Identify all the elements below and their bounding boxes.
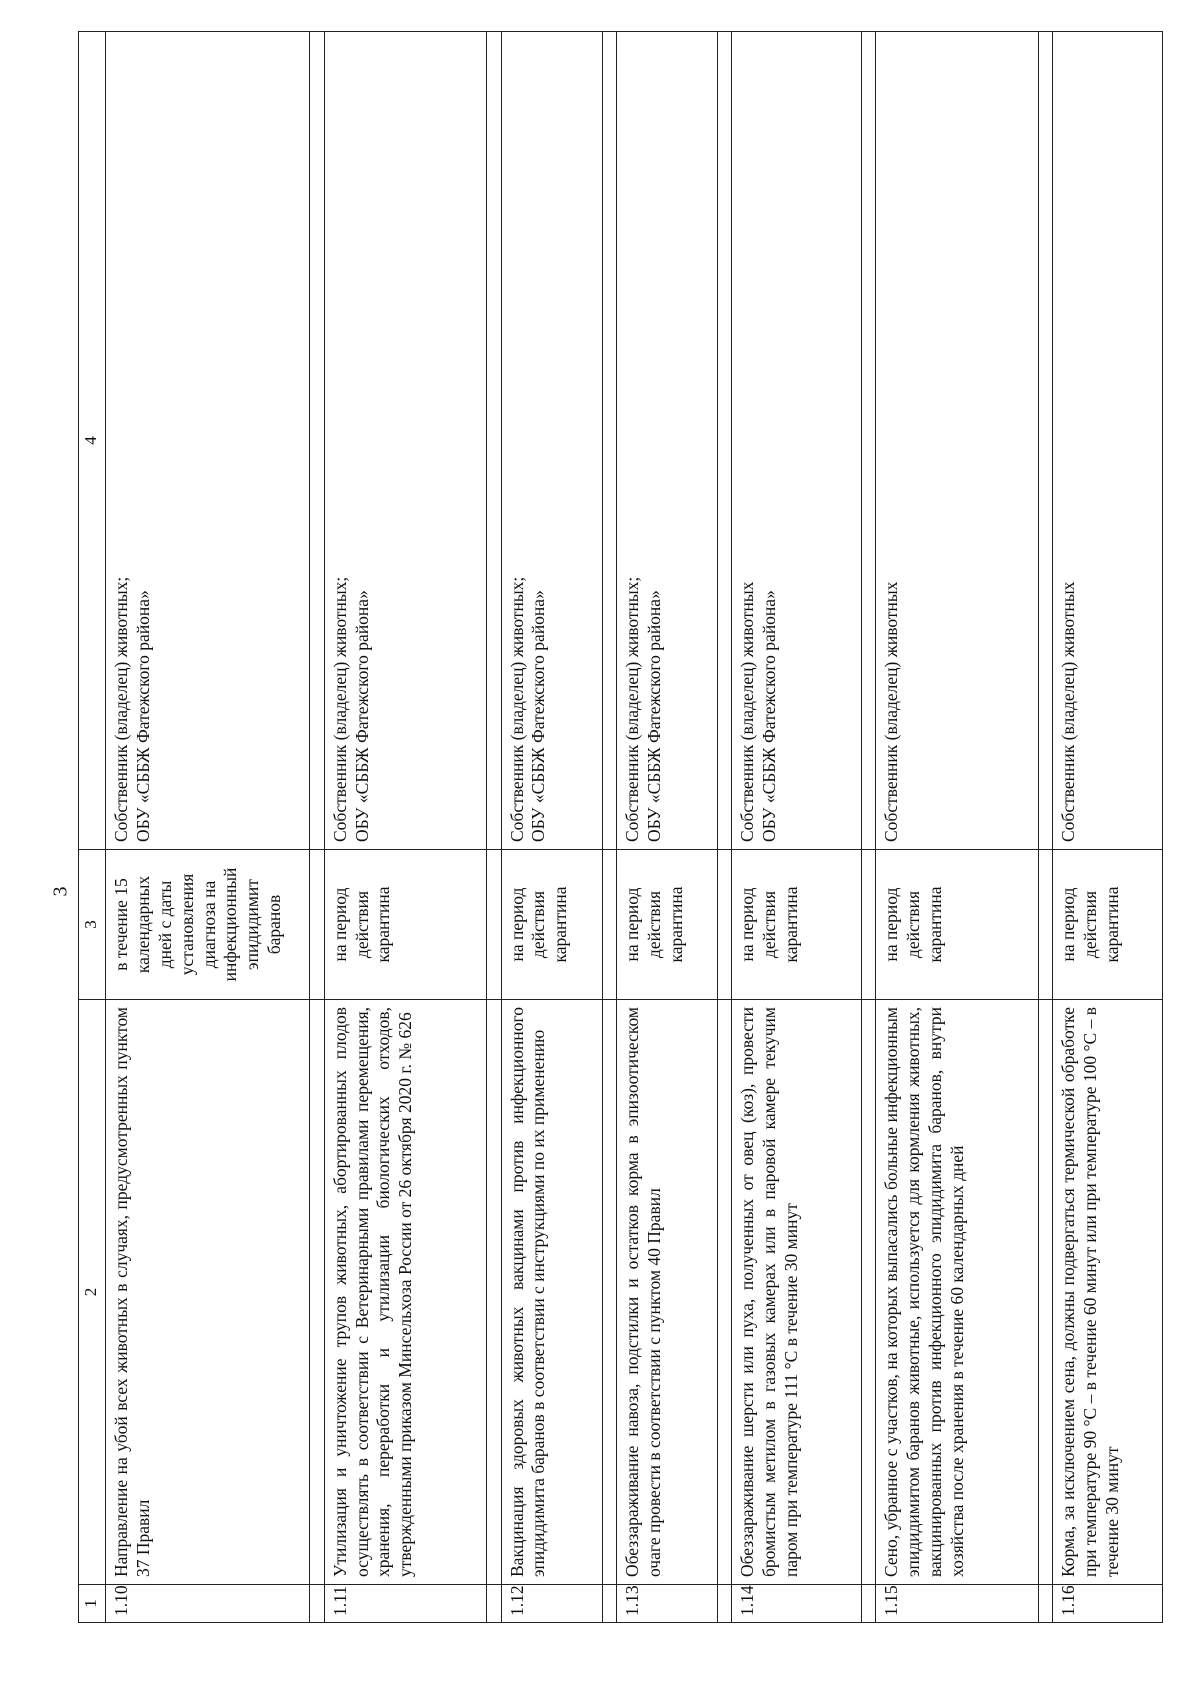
header-col-1: 1 (79, 1585, 106, 1623)
responsible-cell (616, 32, 717, 850)
term-cell: на период действия карантина (501, 850, 602, 1000)
spacer-cell (717, 850, 731, 1000)
term-cell: на период действия карантина (616, 850, 717, 1000)
table-row (501, 32, 602, 1623)
row-number-cell: 1.16 (1053, 1585, 1163, 1623)
row-spacer (487, 32, 501, 1623)
spacer-cell (717, 1000, 731, 1585)
spacer-cell (487, 1000, 501, 1585)
row-number-cell: 1.13 (616, 1585, 717, 1623)
responsible-line: Собственник (владелец) животных (1058, 581, 1079, 842)
row-spacer (717, 32, 731, 1623)
table-row (876, 32, 1039, 1623)
table-row (616, 32, 717, 1623)
term-cell: на период действия карантина (876, 850, 1039, 1000)
spacer-cell (602, 1000, 616, 1585)
row-number-cell: 1.15 (876, 1585, 1039, 1623)
spacer-cell (310, 32, 324, 850)
responsible-cell (1053, 32, 1163, 850)
row-number-cell: 1.10 (106, 1585, 310, 1623)
spacer-cell (717, 1585, 731, 1623)
row-number-cell: 1.12 (501, 1585, 602, 1623)
responsible-line: ОБУ «СББЖ Фатежского района» (643, 590, 664, 842)
spacer-cell (861, 850, 875, 1000)
measure-cell: Корма, за исключением сена, должны подвергаться термической обработке при температуре 90 °С – в течение 60 минут или при температуре 100 °С – в течение 30 минут (1053, 1000, 1163, 1585)
page-number: 3 (49, 886, 72, 897)
term-cell: на период действия карантина (1053, 850, 1163, 1000)
table-header-row (79, 32, 106, 1623)
row-number-cell: 1.11 (324, 1585, 487, 1623)
responsible-cell (106, 32, 310, 850)
spacer-cell (310, 1000, 324, 1585)
spacer-cell (1038, 1000, 1052, 1585)
term-cell: на период действия карантина (324, 850, 487, 1000)
table-row (324, 32, 487, 1623)
measures-table (78, 31, 1163, 1623)
responsible-cell (876, 32, 1039, 850)
measures-table-sheet (78, 32, 1163, 1623)
spacer-cell (487, 32, 501, 850)
responsible-cell (732, 32, 862, 850)
responsible-line: ОБУ «СББЖ Фатежского района» (351, 590, 372, 842)
spacer-cell (1038, 850, 1052, 1000)
table-body (106, 32, 1163, 1623)
responsible-line: ОБУ «СББЖ Фатежского района» (528, 590, 549, 842)
term-cell: на период действия карантина (732, 850, 862, 1000)
measure-cell: Сено, убранное с участков, на которых выпасались больные инфекционным эпидидимитом баранов животные, используется для кормления животных, вакцинированных против инфекционного эпидидимита баранов, внутри хозяйства после хранения в течение 60 календарных дней (876, 1000, 1039, 1585)
spacer-cell (487, 850, 501, 1000)
spacer-cell (861, 1585, 875, 1623)
spacer-cell (602, 32, 616, 850)
spacer-cell (717, 32, 731, 850)
spacer-cell (310, 850, 324, 1000)
header-col-2: 2 (79, 1000, 106, 1585)
row-number-cell: 1.14 (732, 1585, 862, 1623)
spacer-cell (1038, 1585, 1052, 1623)
responsible-line: Собственник (владелец) животных; (111, 576, 131, 842)
responsible-cell (324, 32, 487, 850)
header-col-3: 3 (79, 850, 106, 1000)
header-col-4: 4 (79, 32, 106, 850)
spacer-cell (861, 1000, 875, 1585)
responsible-line: Собственник (владелец) животных; (329, 576, 350, 842)
table-row (732, 32, 862, 1623)
table-row (1053, 32, 1163, 1623)
spacer-cell (1038, 32, 1052, 850)
spacer-cell (861, 32, 875, 850)
row-spacer (861, 32, 875, 1623)
spacer-cell (487, 1585, 501, 1623)
measure-cell: Утилизация и уничтожение трупов животных, абортированных плодов осуществлять в соответствии с Ветеринарными правилами перемещения, хранения, переработки и утилизации биологических отходов, утвержденными приказом Минсельхоза России от 26 октября 2020 г. № 626 (324, 1000, 487, 1585)
row-spacer (310, 32, 324, 1623)
row-spacer (1038, 32, 1052, 1623)
table-row (106, 32, 310, 1623)
responsible-line: Собственник (владелец) животных; (621, 576, 642, 842)
responsible-line: Собственник (владелец) животных (881, 581, 902, 842)
spacer-cell (602, 1585, 616, 1623)
measure-cell: Обеззараживание шерсти или пуха, полученных от овец (коз), провести бромистым метилом в газовых камерах или в паровой камере текучим паром при температуре 111 °С в течение 30 минут (732, 1000, 862, 1585)
measure-cell: Вакцинация здоровых животных вакцинами против инфекционного эпидидимита баранов в соответствии с инструкциями по их применению (501, 1000, 602, 1585)
responsible-line: Собственник (владелец) животных; (506, 576, 527, 842)
measure-cell: Направление на убой всех животных в случаях, предусмотренных пунктом 37 Правил (106, 1000, 310, 1585)
measure-cell: Обеззараживание навоза, подстилки и остатков корма в эпизоотическом очаге провести в соответствии с пунктом 40 Правил (616, 1000, 717, 1585)
responsible-cell (501, 32, 602, 850)
responsible-line: ОБУ «СББЖ Фатежского района» (132, 590, 153, 842)
spacer-cell (602, 850, 616, 1000)
responsible-line: ОБУ «СББЖ Фатежского района» (759, 590, 780, 842)
row-spacer (602, 32, 616, 1623)
spacer-cell (310, 1585, 324, 1623)
responsible-line: Собственник (владелец) животных (737, 581, 758, 842)
term-cell: в течение 15 календарных дней с даты установления диагноза на инфекционный эпидидимит баранов (106, 850, 310, 1000)
